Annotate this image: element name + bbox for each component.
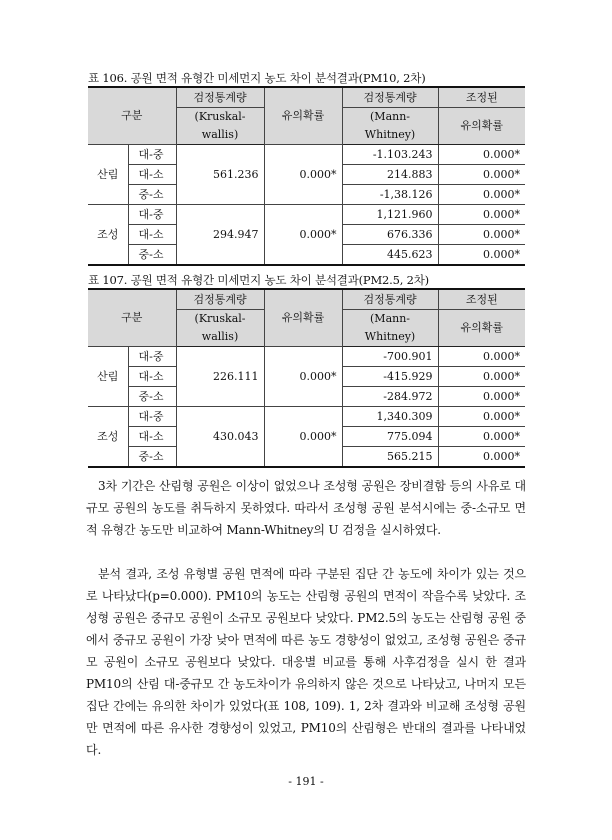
adj-value: 0.000* <box>438 367 525 387</box>
header-mw-line1: 검정통계량 <box>342 289 438 310</box>
group-name: 조성 <box>88 205 128 266</box>
header-kw-line2: (Kruskal-wallis) <box>176 310 264 347</box>
page-number: - 191 - <box>288 775 324 788</box>
kw-value: 294.947 <box>176 205 264 266</box>
pair-label: 중-소 <box>128 447 176 468</box>
header-adj-line1: 조정된 <box>438 289 525 310</box>
mw-value: -700.901 <box>342 347 438 367</box>
adj-value: 0.000* <box>438 407 525 427</box>
pair-label: 대-중 <box>128 407 176 427</box>
table-row <box>88 407 525 427</box>
kw-value: 430.043 <box>176 407 264 468</box>
mw-value: -1,38.126 <box>342 185 438 205</box>
pair-label: 대-중 <box>128 347 176 367</box>
adj-value: 0.000* <box>438 185 525 205</box>
header-mw-line1: 검정통계량 <box>342 87 438 108</box>
header-adj-line1: 조정된 <box>438 87 525 108</box>
group-name: 조성 <box>88 407 128 468</box>
pair-label: 중-소 <box>128 387 176 407</box>
table-caption: 표 107. 공원 면적 유형간 미세먼지 농도 차이 분석결과(PM2.5, 2차) <box>88 273 429 287</box>
adj-value: 0.000* <box>438 145 525 165</box>
mw-value: 445.623 <box>342 245 438 266</box>
header-group: 구분 <box>88 289 176 347</box>
table-row <box>88 205 525 225</box>
pair-label: 대-소 <box>128 367 176 387</box>
mw-value: 565.215 <box>342 447 438 468</box>
mw-value: 1,121.960 <box>342 205 438 225</box>
header-mw-line2: (Mann-Whitney) <box>342 310 438 347</box>
results-table <box>88 288 525 468</box>
kw-value: 226.111 <box>176 347 264 407</box>
header-adj-line2: 유의확률 <box>438 108 525 145</box>
pair-label: 대-중 <box>128 145 176 165</box>
mw-value: 775.094 <box>342 427 438 447</box>
p-value: 0.000* <box>264 407 342 468</box>
mw-value: -1.103.243 <box>342 145 438 165</box>
header-group: 구분 <box>88 87 176 145</box>
pair-label: 대-중 <box>128 205 176 225</box>
mw-value: 676.336 <box>342 225 438 245</box>
pair-label: 중-소 <box>128 245 176 266</box>
header-kw-line2: (Kruskal-wallis) <box>176 108 264 145</box>
pair-label: 대-소 <box>128 427 176 447</box>
header-kw-line1: 검정통계량 <box>176 87 264 108</box>
adj-value: 0.000* <box>438 225 525 245</box>
pair-label: 중-소 <box>128 185 176 205</box>
body-paragraph: 3차 기간은 산림형 공원은 이상이 없었으나 조성형 공원은 장비결함 등의 사유로 대규모 공원의 농도를 취득하지 못하였다. 따라서 조성형 공원 분석시에는 중-소규모 면적 유형간 농도만 비교하여 Mann-Whitney의 U 검정을 실시하였다. <box>86 479 526 537</box>
adj-value: 0.000* <box>438 447 525 468</box>
adj-value: 0.000* <box>438 427 525 447</box>
p-value: 0.000* <box>264 347 342 407</box>
results-table <box>88 86 525 266</box>
body-paragraph: 분석 결과, 조성 유형별 공원 면적에 따라 구분된 집단 간 농도에 차이가 있는 것으로 나타났다(p=0.000). PM10의 농도는 산림형 공원의 면적이 작을수록 낮았다. 조성형 공원은 중규모 공원이 소규모 공원보다 낮았다. PM2.5의 농도는 산림형 공원 중에서 중규모 공원이 가장 낮아 면적에 따른 농도 경향성이 없었고, 조성형 공원은 중규모 공원이 소규모 공원보다 낮았다. 대응별 비교를 통해 사후검정을 실시 한 결과 PM10의 산림 대-중규모 간 농도차이가 유의하지 않은 것으로 나타났고, 나머지 모든 집단 간에는 유의한 차이가 있었다(표 108, 109). 1, 2차 결과와 비교해 조성형 공원만 면적에 따른 유사한 경향성이 있었고, PM10의 산림형은 반대의 결과를 나타내었다. <box>86 567 526 757</box>
p-value: 0.000* <box>264 145 342 205</box>
mw-value: -415.929 <box>342 367 438 387</box>
adj-value: 0.000* <box>438 205 525 225</box>
header-kw-line1: 검정통계량 <box>176 289 264 310</box>
mw-value: -284.972 <box>342 387 438 407</box>
table-caption: 표 106. 공원 면적 유형간 미세먼지 농도 차이 분석결과(PM10, 2차) <box>88 71 426 85</box>
header-p: 유의확률 <box>264 289 342 347</box>
header-p: 유의확률 <box>264 87 342 145</box>
p-value: 0.000* <box>264 205 342 266</box>
adj-value: 0.000* <box>438 165 525 185</box>
adj-value: 0.000* <box>438 347 525 367</box>
mw-value: 214.883 <box>342 165 438 185</box>
group-name: 산림 <box>88 145 128 205</box>
group-name: 산림 <box>88 347 128 407</box>
mw-value: 1,340.309 <box>342 407 438 427</box>
header-mw-line2: (Mann-Whitney) <box>342 108 438 145</box>
header-adj-line2: 유의확률 <box>438 310 525 347</box>
adj-value: 0.000* <box>438 245 525 266</box>
pair-label: 대-소 <box>128 165 176 185</box>
table-row <box>88 347 525 367</box>
pair-label: 대-소 <box>128 225 176 245</box>
kw-value: 561.236 <box>176 145 264 205</box>
table-row <box>88 145 525 165</box>
adj-value: 0.000* <box>438 387 525 407</box>
